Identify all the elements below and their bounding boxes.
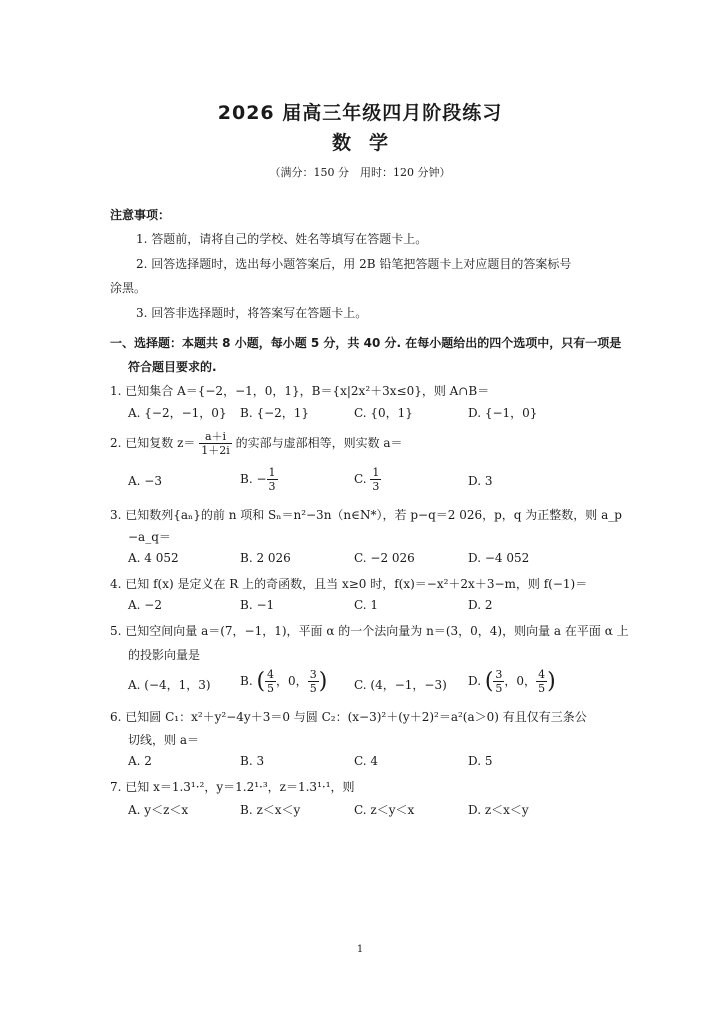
fraction-denominator: 5: [309, 682, 317, 695]
option-c: C. {0，1}: [354, 406, 413, 420]
fraction-denominator: 3: [372, 480, 380, 493]
page-number: 1: [356, 944, 364, 955]
option-d: D. 3: [468, 474, 493, 488]
left-paren: (: [484, 669, 494, 694]
option-a: A. −2: [128, 598, 162, 612]
right-paren: ): [547, 669, 556, 694]
question-5-options: [128, 668, 588, 702]
fraction: [493, 668, 504, 695]
question-4-options: [128, 598, 588, 620]
fraction-numerator: a＋i: [199, 430, 232, 444]
notice-item-2: 2. 回答选择题时，选出每小题答案后，用 2B 铅笔把答题卡上对应题目的答案标号: [136, 257, 572, 271]
option-d: D. {−1，0}: [468, 406, 538, 420]
option-b: B. 2 026: [240, 551, 291, 565]
fraction-numerator: 4: [538, 668, 546, 681]
fraction-denominator: 5: [538, 682, 546, 695]
option-b: [240, 668, 327, 695]
fraction: [265, 668, 276, 695]
fraction-numerator: 1: [268, 466, 276, 479]
option-c: C. z＜y＜x: [354, 803, 415, 817]
fraction: [267, 466, 278, 493]
question-3-cont: −a_q＝: [128, 530, 171, 544]
option-c-label: C.: [354, 472, 371, 486]
option-a: A. 4 052: [128, 551, 179, 565]
option-b: B. 3: [240, 754, 265, 768]
right-paren: ): [318, 669, 328, 694]
option-b: [240, 466, 278, 493]
option-b-label: B.: [240, 674, 257, 688]
option-c: [354, 466, 381, 493]
question-6-cont: 切线，则 a＝: [128, 733, 199, 747]
notice-heading: 注意事项：: [110, 208, 171, 222]
question-4: 4. 已知 f(x) 是定义在 R 上的奇函数，且当 x≥0 时，f(x)＝−x²＋2x＋3−m，则 f(−1)＝: [110, 577, 588, 591]
section-heading-cont: 符合题目要求的.: [128, 360, 217, 374]
question-6: 6. 已知圆 C₁：x²＋y²−4y＋3＝0 与圆 C₂：(x−3)²＋(y＋2)²＝a²(a＞0) 有且仅有三条公: [110, 710, 587, 724]
option-a: A. −3: [128, 474, 162, 488]
option-c: C. (4，−1，−3): [354, 678, 447, 692]
notice-item-1: 1. 答题前，请将自己的学校、姓名等填写在答题卡上。: [136, 232, 428, 246]
question-2-post: 的实部与虚部相等，则实数 a＝: [235, 436, 403, 450]
question-1: 1. 已知集合 A＝{−2，−1，0，1}，B＝{x|2x²＋3x≤0}，则 A∩B＝: [110, 384, 490, 398]
question-5: 5. 已知空间向量 a＝(7，−1，1)，平面 α 的一个法向量为 n＝(3，0，4)，则向量 a 在平面 α 上: [110, 624, 629, 638]
option-d-label: D.: [468, 674, 485, 688]
fraction-numerator: 3: [309, 668, 317, 681]
option-c: C. −2 026: [354, 551, 415, 565]
fraction-numerator: 3: [495, 668, 503, 681]
fraction-denominator: 3: [268, 480, 276, 493]
question-1-options: [128, 404, 588, 426]
option-d: D. z＜x＜y: [468, 803, 529, 817]
question-3: 3. 已知数列{aₙ}的前 n 项和 Sₙ＝n²−3n（n∈N*），若 p−q＝2 026，p，q 为正整数，则 a_p: [110, 508, 622, 522]
option-d-mid: ，0，: [504, 674, 537, 688]
fraction-denominator: 1＋2i: [201, 444, 230, 457]
question-3-options: [128, 551, 588, 573]
option-d: D. 2: [468, 598, 493, 612]
option-a: A. (−4，1，3): [128, 678, 211, 692]
question-7: 7. 已知 x＝1.3¹·²，y＝1.2¹·³，z＝1.3¹·¹，则: [110, 780, 355, 794]
option-b-label: B. −: [240, 472, 267, 486]
option-c: C. 1: [354, 598, 379, 612]
exam-meta: （满分：150 分 用时：120 分钟）: [269, 166, 451, 179]
option-d: D. −4 052: [468, 551, 530, 565]
option-d: D. 5: [468, 754, 493, 768]
notice-item-2-cont: 涂黑。: [110, 281, 147, 295]
fraction-numerator: 1: [372, 466, 380, 479]
notice-item-3: 3. 回答非选择题时，将答案写在答题卡上。: [136, 306, 368, 320]
option-b-mid: ，0，: [276, 674, 308, 688]
subject-title: 数学: [331, 132, 406, 154]
fraction: [199, 430, 232, 457]
fraction-denominator: 5: [495, 682, 503, 695]
page-title: 2026 届高三年级四月阶段练习: [217, 102, 503, 124]
option-b: B. {−2，1}: [240, 406, 310, 420]
fraction: [370, 466, 381, 493]
option-b: B. z＜x＜y: [240, 803, 301, 817]
question-6-options: [128, 754, 588, 776]
question-2-pre: 2. 已知复数 z＝: [110, 436, 196, 450]
question-2: [110, 430, 403, 457]
section-heading: 一、选择题：本题共 8 小题，每小题 5 分，共 40 分. 在每小题给出的四个选项中，只有一项是: [110, 336, 622, 350]
fraction-numerator: 4: [267, 668, 275, 681]
option-a: A. 2: [128, 754, 152, 768]
option-c: C. 4: [354, 754, 379, 768]
left-paren: (: [256, 669, 266, 694]
option-d: [468, 668, 556, 695]
option-b: B. −1: [240, 598, 275, 612]
option-a: A. y＜z＜x: [128, 803, 189, 817]
question-5-cont: 的投影向量是: [128, 648, 201, 662]
fraction: [308, 668, 319, 695]
question-2-options: [128, 466, 588, 500]
option-a: A. {−2，−1，0}: [128, 406, 227, 420]
fraction-denominator: 5: [267, 682, 275, 695]
fraction: [536, 668, 547, 695]
question-7-options: [128, 801, 588, 823]
